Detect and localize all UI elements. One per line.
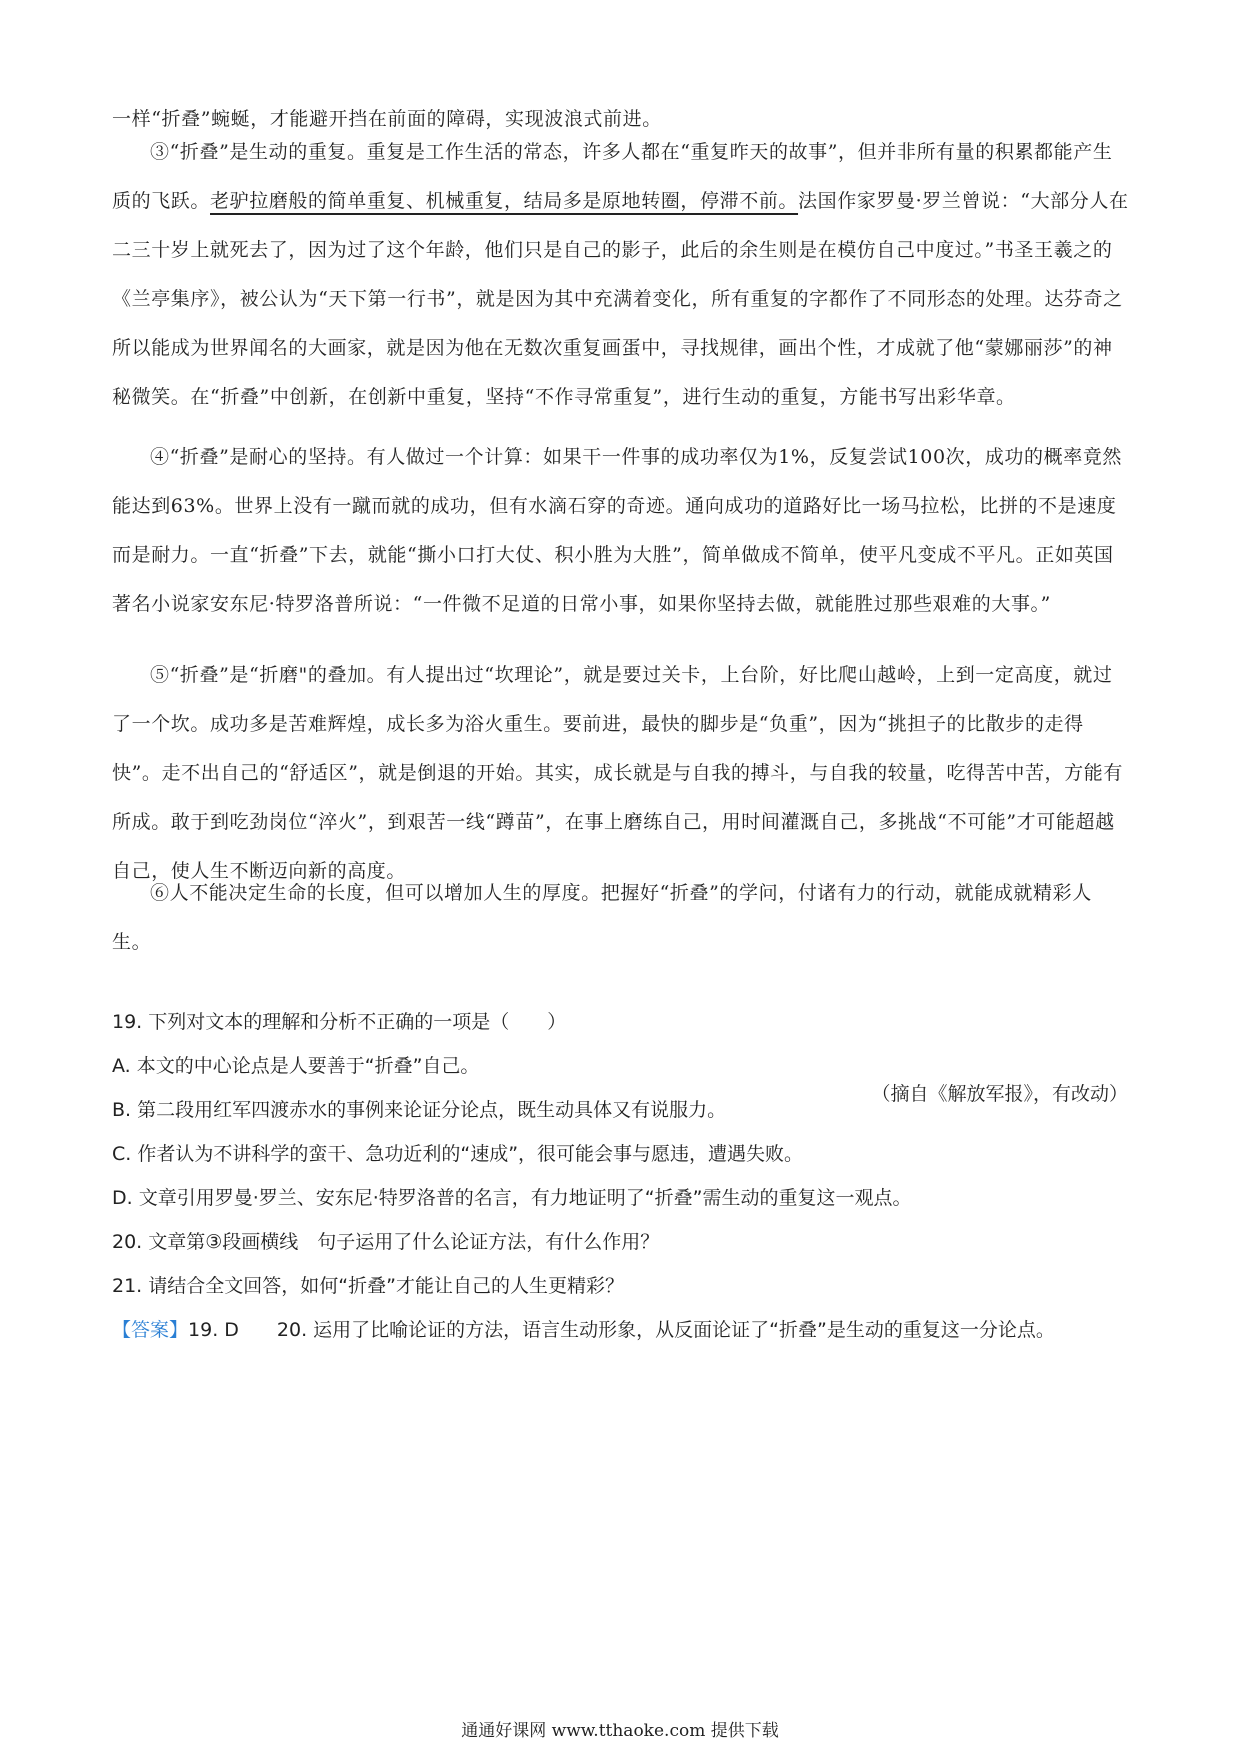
paragraph-6: ⑥人不能决定生命的长度，但可以增加人生的厚度。把握好“折叠”的学问，付诸有力的行动，就能成就精彩人生。 xyxy=(112,882,1092,953)
option-b: B. 第二段用红军四渡赤水的事例来论证分论点，既生动具体又有说服力。 xyxy=(112,1099,727,1121)
answer-block xyxy=(112,1306,1130,1355)
answer-text: 19. D 20. 运用了比喻论证的方法，语言生动形象，从反面论证了“折叠”是生动的重复这一分论点。 xyxy=(188,1319,1055,1341)
paragraph-continuation: 一样“折叠”蜿蜒，才能避开挡在前面的障碍，实现波浪式前进。 xyxy=(112,108,662,130)
source-citation: （摘自《解放军报》，有改动） xyxy=(871,1083,1128,1105)
paragraph-5: ⑤“折叠”是“折磨"的叠加。有人提出过“坎理论”，就是要过关卡，上台阶，好比爬山越岭，上到一定高度，就过了一个坎。成功多是苦难辉煌，成长多为浴火重生。要前进，最快的脚步是“负重”，因为“挑担子的比散步的走得快”。走不出自己的“舒适区”，就是倒退的开始。其实，成长就是与自我的搏斗，与自我的较量，吃得苦中苦，方能有所成。敢于到吃劲岗位“淬火”，到艰苦一线“蹲苗”，在事上磨练自己，用时间灌溉自己，多挑战“不可能”才可能超越自己，使人生不断迈向新的高度。 xyxy=(112,664,1123,882)
option-a: A. 本文的中心论点是人要善于“折叠”自己。 xyxy=(112,1055,480,1077)
paragraph-3-lead: ③“折叠”是生动的重复。重复是工作生活的常态，许多人都在“重复昨天的故事”，但并非所有量的积累都能产生质的飞跃。 xyxy=(112,141,1113,212)
paragraph-3-rest: 法国作家罗曼·罗兰曾说：“大部分人在二三十岁上就死去了，因为过了这个年龄，他们只是自己的影子，此后的余生则是在模仿自己中度过。”书圣王羲之的《兰亭集序》，被公认为“天下第一行书”，就是因为其中充满着变化，所有重复的字都作了不同形态的处理。达芬奇之所以能成为世界闻名的大画家，就是因为他在无数次重复画蛋中，寻找规律，画出个性，才成就了他“蒙娜丽莎”的神秘微笑。在“折叠”中创新，在创新中重复，坚持“不作寻常重复”，进行生动的重复，方能书写出彩华章。 xyxy=(112,190,1129,408)
question-19: 19. 下列对文本的理解和分析不正确的一项是（ ） xyxy=(112,1011,567,1033)
paragraph-3 xyxy=(112,128,1130,422)
footer-watermark: 通通好课网 www.tthaoke.com 提供下载 xyxy=(461,1721,779,1741)
underlined-sentence: 老驴拉磨般的简单重复、机械重复，结局多是原地转圈，停滞不前。 xyxy=(210,190,799,212)
option-d: D. 文章引用罗曼·罗兰、安东尼·特罗洛普的名言，有力地证明了“折叠”需生动的重复这一观点。 xyxy=(112,1187,912,1209)
question-20: 20. 文章第③段画横线 句子运用了什么论证方法，有什么作用？ xyxy=(112,1231,660,1253)
question-21: 21. 请结合全文回答，如何“折叠”才能让自己的人生更精彩？ xyxy=(112,1275,624,1297)
answer-label: 【答案】 xyxy=(112,1319,189,1341)
paragraph-4: ④“折叠”是耐心的坚持。有人做过一个计算：如果干一件事的成功率仅为1%，反复尝试100次，成功的概率竟然能达到63%。世界上没有一蹴而就的成功，但有水滴石穿的奇迹。通向成功的道路好比一场马拉松，比拼的不是速度而是耐力。一直“折叠”下去，就能“撕小口打大仗、积小胜为大胜”，简单做成不简单，使平凡变成不平凡。正如英国著名小说家安东尼·特罗洛普所说：“一件微不足道的日常小事，如果你坚持去做，就能胜过那些艰难的大事。” xyxy=(112,446,1123,615)
option-c: C. 作者认为不讲科学的蛮干、急功近利的“速成”，很可能会事与愿违，遭遇失败。 xyxy=(112,1143,804,1165)
